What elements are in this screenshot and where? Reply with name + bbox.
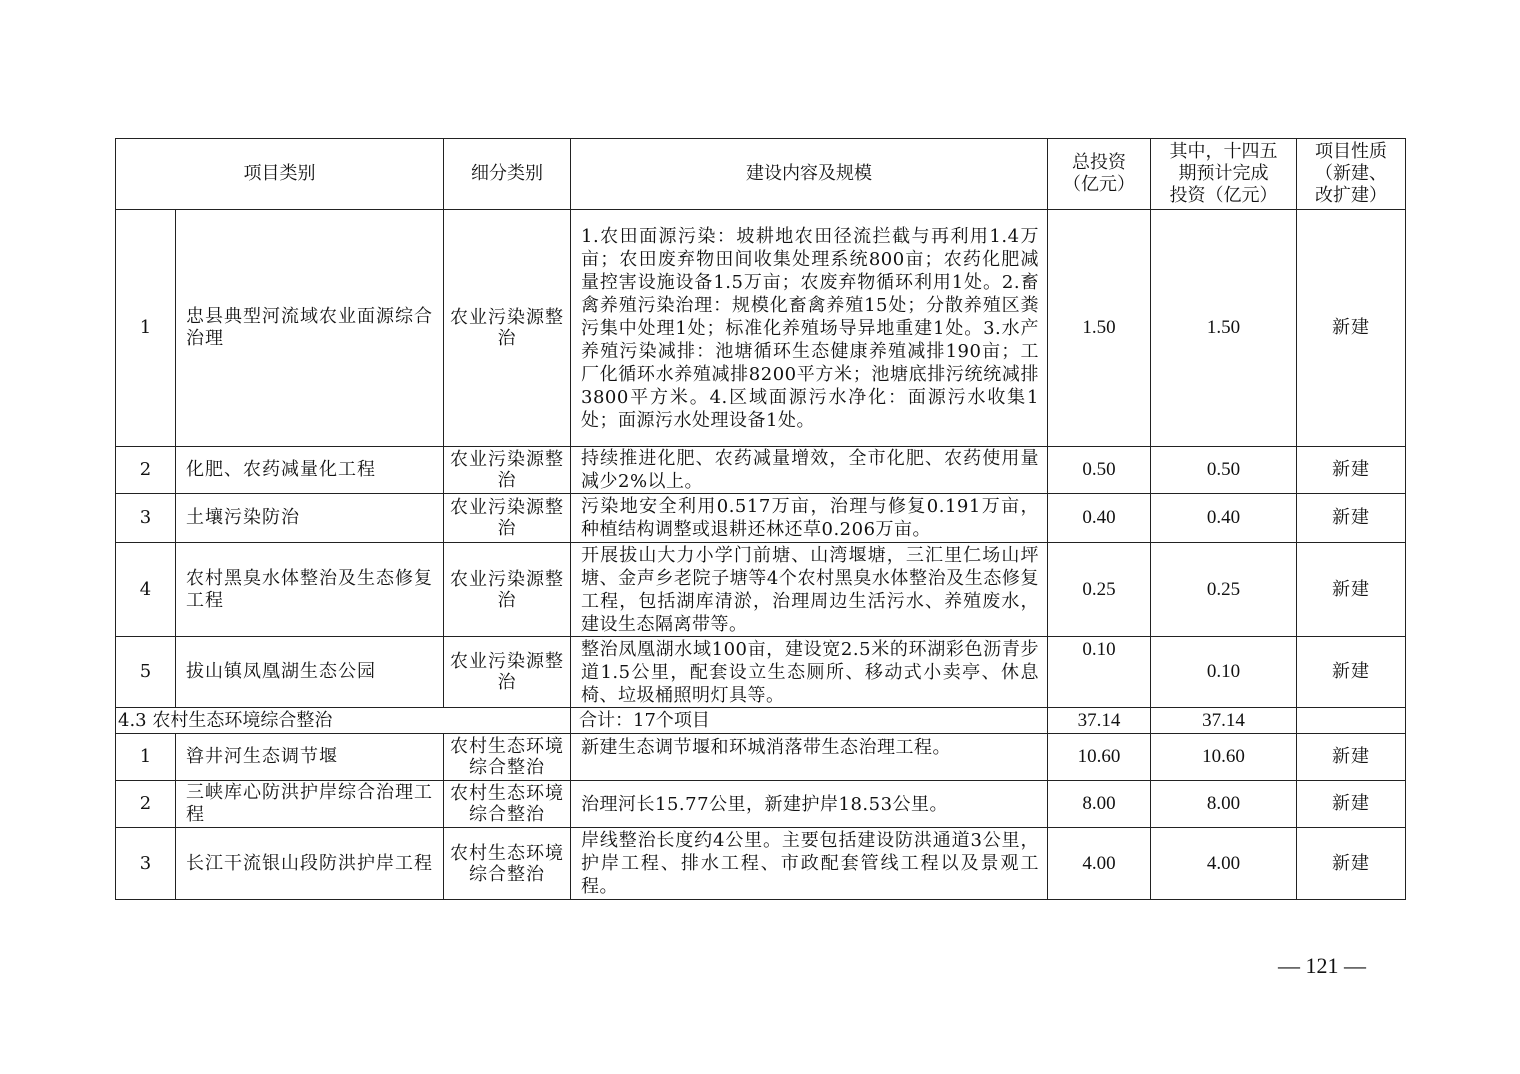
plan-investment: 10.60 <box>1151 734 1297 781</box>
project-content: 岸线整治长度约4公里。主要包括建设防洪通道3公里，护岸工程、排水工程、市政配套管线工程以及景观工程。 <box>571 828 1048 900</box>
header-subcategory: 细分类别 <box>444 139 571 210</box>
project-name: 㽏井河生态调节堰 <box>176 734 444 781</box>
project-subcategory: 农业污染源整治 <box>444 494 571 543</box>
row-number: 5 <box>116 637 176 708</box>
project-content: 开展拔山大力小学门前塘、山湾堰塘，三汇里仁场山坪塘、金声乡老院子塘等4个农村黑臭水体整治及生态修复工程，包括湖库清淤，治理周边生活污水、养殖废水，建设生态隔离带等。 <box>571 543 1048 637</box>
project-content: 整治凤凰湖水域100亩，建设宽2.5米的环湖彩色沥青步道1.5公里，配套设立生态厕所、移动式小卖亭、休息椅、垃圾桶照明灯具等。 <box>571 637 1048 708</box>
project-nature: 新建 <box>1297 734 1406 781</box>
table-row <box>116 447 1406 494</box>
project-subcategory: 农业污染源整治 <box>444 543 571 637</box>
project-nature: 新建 <box>1297 543 1406 637</box>
table-row <box>116 494 1406 543</box>
plan-investment: 1.50 <box>1151 210 1297 447</box>
project-name: 化肥、农药减量化工程 <box>176 447 444 494</box>
table-header-row <box>116 139 1406 210</box>
total-investment: 0.10 <box>1048 637 1151 708</box>
project-subcategory: 农村生态环境综合整治 <box>444 828 571 900</box>
total-investment: 4.00 <box>1048 828 1151 900</box>
plan-investment: 4.00 <box>1151 828 1297 900</box>
header-nature: 项目性质 （新建、 改扩建） <box>1297 139 1406 210</box>
project-nature: 新建 <box>1297 637 1406 708</box>
row-number: 2 <box>116 447 176 494</box>
project-nature: 新建 <box>1297 828 1406 900</box>
project-name: 土壤污染防治 <box>176 494 444 543</box>
project-name: 拔山镇凤凰湖生态公园 <box>176 637 444 708</box>
project-content: 1.农田面源污染：坡耕地农田径流拦截与再利用1.4万亩；农田废弃物田间收集处理系统800亩；农药化肥减量控害设施设备1.5万亩；农废弃物循环利用1处。2.畜禽养殖污染治理：规模化畜禽养殖15处；分散养殖区粪污集中处理1处；标准化养殖场导异地重建1处。3.水产养殖污染减排：池塘循环生态健康养殖减排190亩；工厂化循环水养殖减排8200平方米；池塘底排污统统减排3800平方米。4.区域面源污水净化：面源污水收集1处；面源污水处理设备1处。 <box>571 210 1048 447</box>
section-plan-investment: 37.14 <box>1151 708 1297 734</box>
row-number: 3 <box>116 494 176 543</box>
header-content: 建设内容及规模 <box>571 139 1048 210</box>
table-row <box>116 828 1406 900</box>
project-subcategory: 农村生态环境综合整治 <box>444 734 571 781</box>
project-name: 农村黑臭水体整治及生态修复工程 <box>176 543 444 637</box>
header-total-investment: 总投资 （亿元） <box>1048 139 1151 210</box>
table-row <box>116 543 1406 637</box>
total-investment: 0.50 <box>1048 447 1151 494</box>
row-number: 3 <box>116 828 176 900</box>
project-subcategory: 农业污染源整治 <box>444 210 571 447</box>
project-nature: 新建 <box>1297 494 1406 543</box>
project-nature: 新建 <box>1297 447 1406 494</box>
plan-investment: 0.25 <box>1151 543 1297 637</box>
table-row <box>116 210 1406 447</box>
project-content: 治理河长15.77公里，新建护岸18.53公里。 <box>571 781 1048 828</box>
row-number: 4 <box>116 543 176 637</box>
row-number: 2 <box>116 781 176 828</box>
project-subcategory: 农业污染源整治 <box>444 637 571 708</box>
project-name: 忠县典型河流域农业面源综合治理 <box>176 210 444 447</box>
row-number: 1 <box>116 210 176 447</box>
plan-investment: 8.00 <box>1151 781 1297 828</box>
project-content: 新建生态调节堰和环城消落带生态治理工程。 <box>571 734 1048 781</box>
project-table <box>115 138 1406 900</box>
project-nature: 新建 <box>1297 210 1406 447</box>
header-category: 项目类别 <box>116 139 444 210</box>
table-row <box>116 734 1406 781</box>
project-subcategory: 农村生态环境综合整治 <box>444 781 571 828</box>
total-investment: 8.00 <box>1048 781 1151 828</box>
section-title: 4.3 农村生态环境综合整治 <box>116 708 571 734</box>
section-row <box>116 708 1406 734</box>
page-number: — 121 — <box>1278 953 1366 978</box>
plan-investment: 0.50 <box>1151 447 1297 494</box>
section-summary: 合计：17个项目 <box>571 708 1048 734</box>
project-content: 污染地安全利用0.517万亩，治理与修复0.191万亩，种植结构调整或退耕还林还草0.206万亩。 <box>571 494 1048 543</box>
total-investment: 0.40 <box>1048 494 1151 543</box>
project-subcategory: 农业污染源整治 <box>444 447 571 494</box>
header-plan-investment: 其中，十四五 期预计完成 投资（亿元） <box>1151 139 1297 210</box>
plan-investment: 0.40 <box>1151 494 1297 543</box>
project-nature: 新建 <box>1297 781 1406 828</box>
table-row <box>116 637 1406 708</box>
section-total-investment: 37.14 <box>1048 708 1151 734</box>
total-investment: 1.50 <box>1048 210 1151 447</box>
project-name: 长江干流银山段防洪护岸工程 <box>176 828 444 900</box>
project-name: 三峡库心防洪护岸综合治理工程 <box>176 781 444 828</box>
total-investment: 0.25 <box>1048 543 1151 637</box>
total-investment: 10.60 <box>1048 734 1151 781</box>
project-content: 持续推进化肥、农药减量增效，全市化肥、农药使用量减少2%以上。 <box>571 447 1048 494</box>
section-nature-empty <box>1297 708 1406 734</box>
plan-investment: 0.10 <box>1151 637 1297 708</box>
row-number: 1 <box>116 734 176 781</box>
table-row <box>116 781 1406 828</box>
